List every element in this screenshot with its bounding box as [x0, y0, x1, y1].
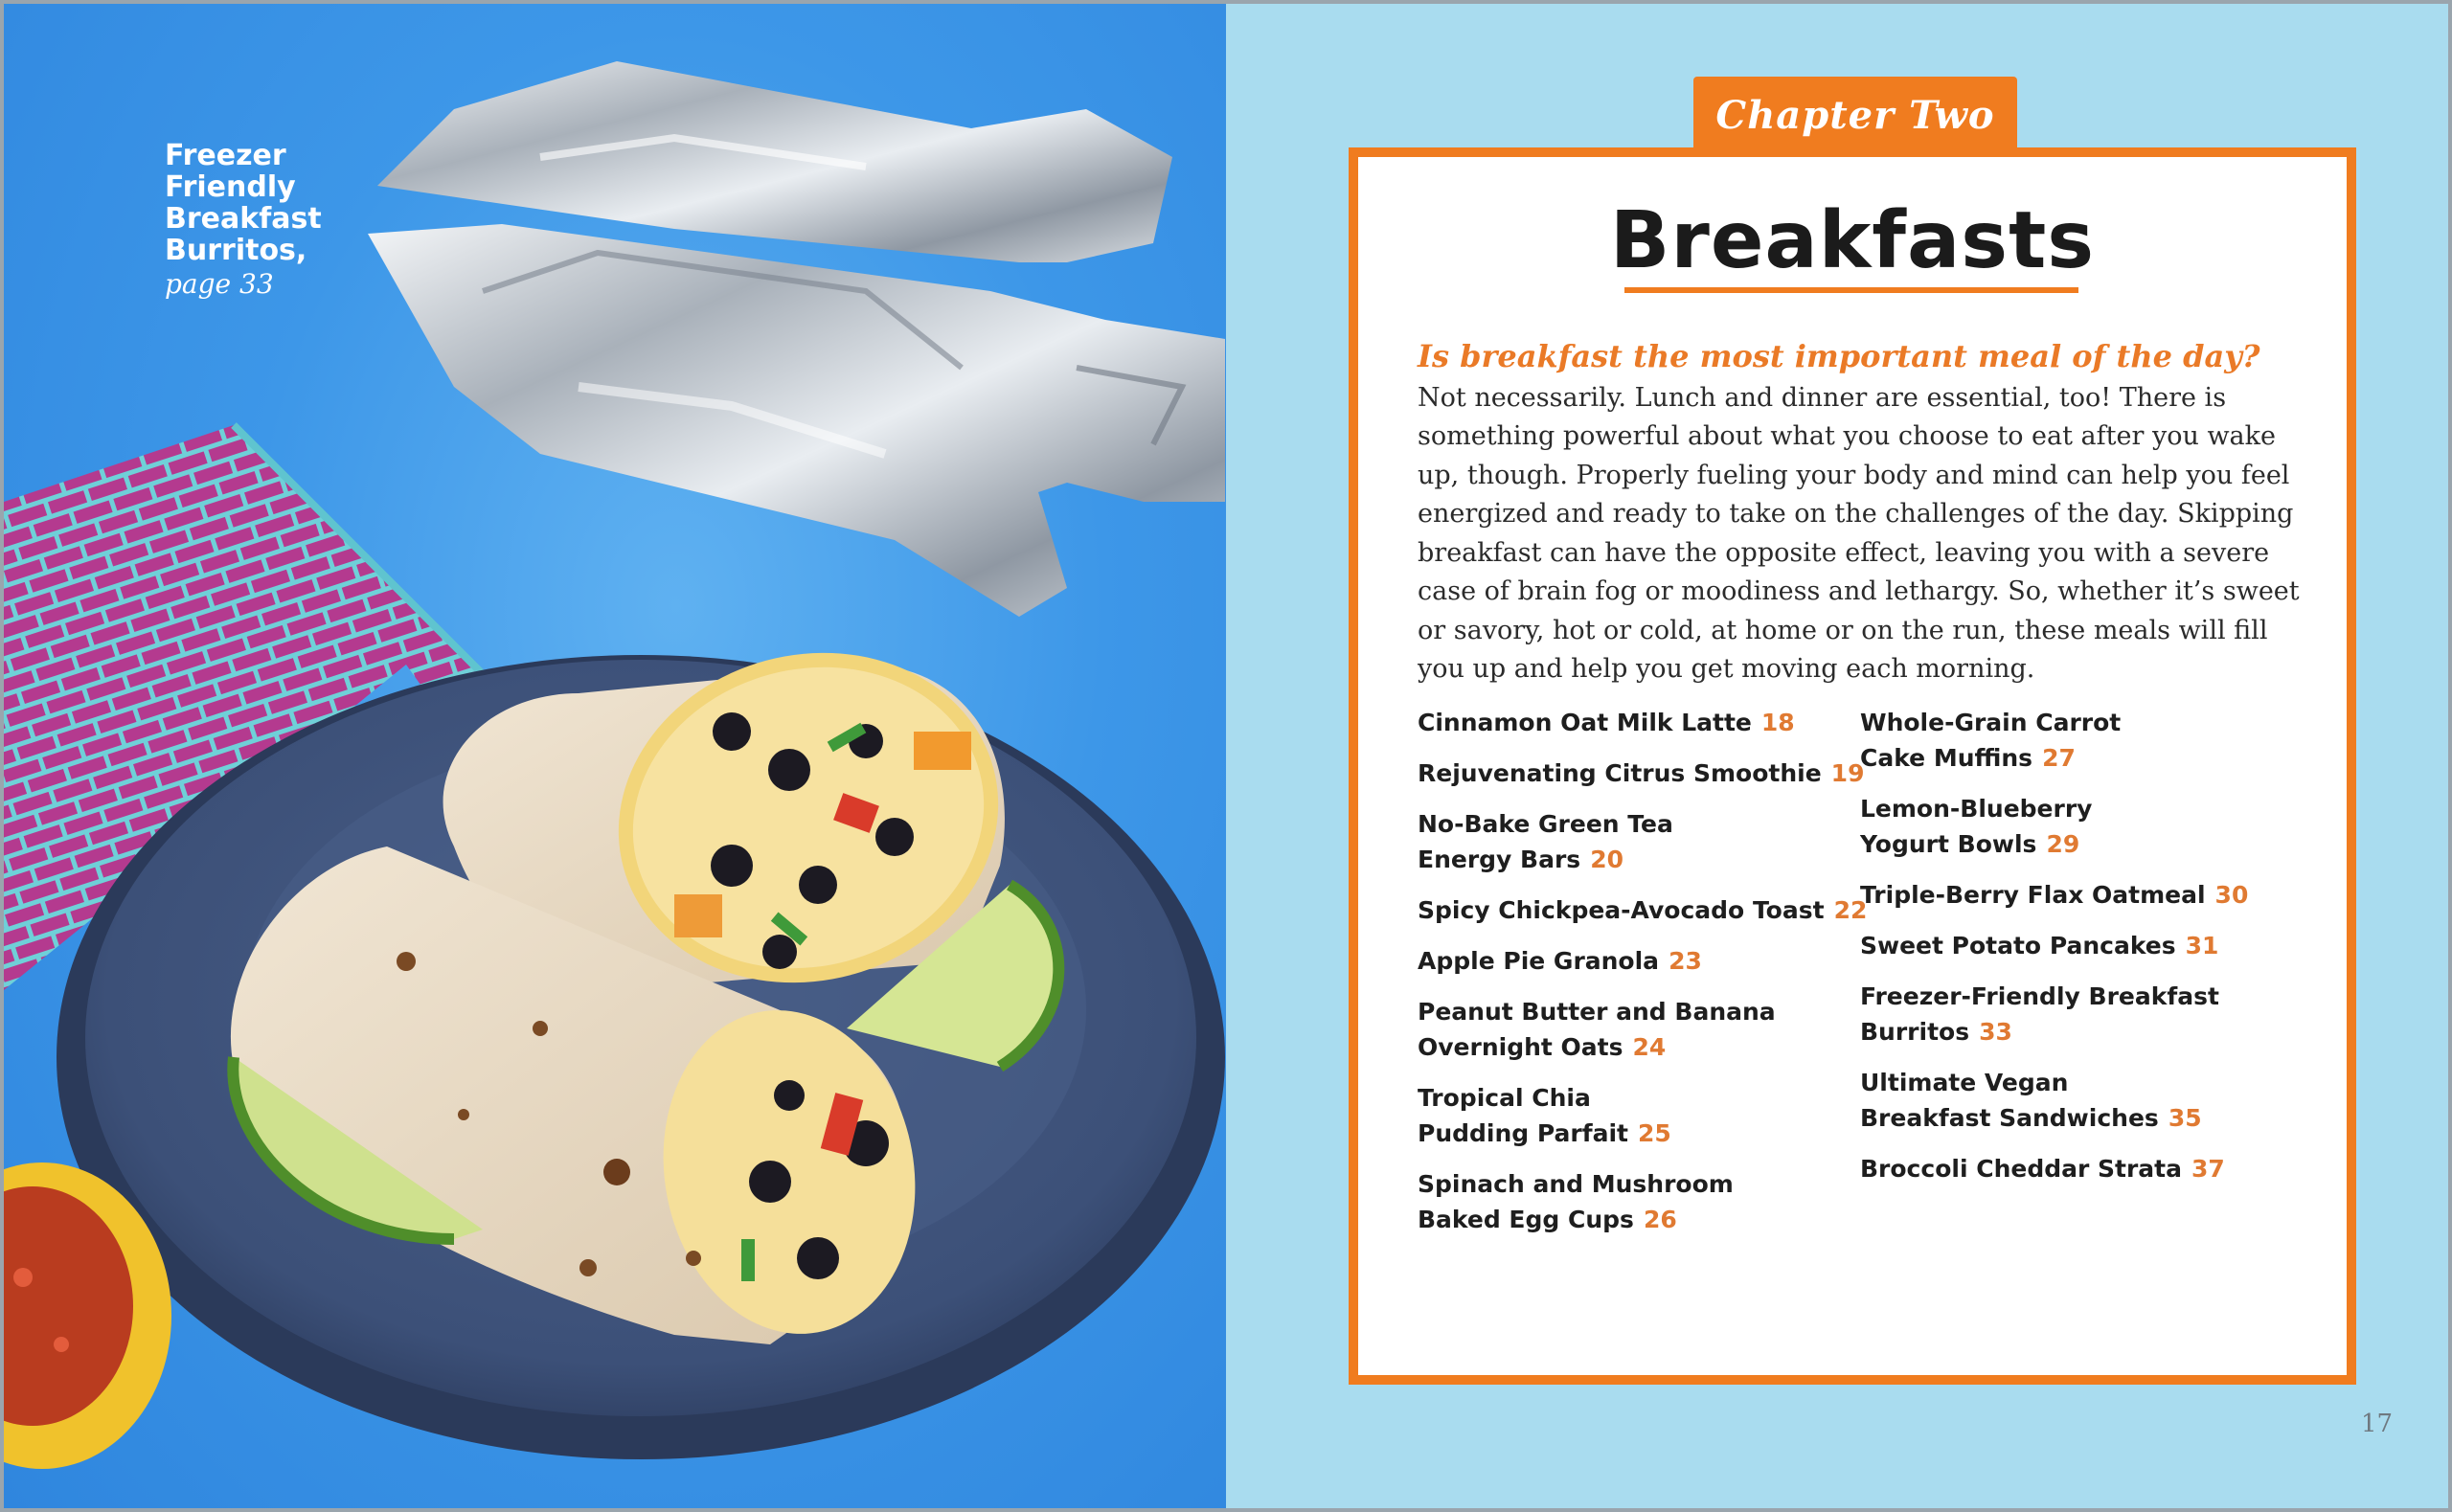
recipe-page-number: 19: [1830, 759, 1865, 787]
caption-line: Friendly: [165, 170, 296, 204]
page-number: 17: [2361, 1410, 2394, 1438]
photo-caption: [165, 140, 356, 300]
recipe-page-number: 20: [1590, 846, 1623, 873]
recipe-title-line: Broccoli Cheddar Strata 37: [1860, 1155, 2225, 1183]
recipe-page-number: 30: [2214, 881, 2249, 909]
recipe-entry[interactable]: [1418, 994, 1868, 1065]
recipe-page-number: 31: [2185, 932, 2219, 959]
caption-line: Burritos,: [165, 234, 307, 267]
recipe-title-line: Cake Muffins 27: [1860, 744, 2076, 772]
chapter-title: Breakfasts: [1609, 195, 2096, 286]
recipe-page-number: 37: [2191, 1155, 2225, 1183]
recipe-page-number: 24: [1632, 1033, 1667, 1061]
recipe-page-number: 25: [1638, 1119, 1671, 1147]
recipe-title-line: Yogurt Bowls 29: [1860, 830, 2080, 858]
recipe-entry[interactable]: [1860, 1065, 2282, 1136]
recipe-title-line: Cinnamon Oat Milk Latte 18: [1418, 709, 1795, 736]
recipe-title-line: Sweet Potato Pancakes 31: [1860, 932, 2219, 959]
recipe-page-number: 27: [2042, 744, 2076, 772]
caption-line: Breakfast: [165, 202, 322, 236]
foil-wrapped-burritos: [368, 61, 1225, 617]
recipe-entry[interactable]: [1860, 928, 2282, 963]
recipe-entry[interactable]: [1860, 791, 2282, 862]
recipe-title-line: Spinach and Mushroom: [1418, 1170, 1734, 1198]
chapter-intro: [1418, 337, 2308, 689]
recipe-title-line: Pudding Parfait 25: [1418, 1119, 1671, 1147]
recipe-page-number: 29: [2046, 830, 2080, 858]
recipe-list-right: [1860, 705, 2282, 1202]
recipe-title-line: Peanut Butter and Banana: [1418, 998, 1776, 1026]
recipe-title-line: No-Bake Green Tea: [1418, 810, 1673, 838]
title-underline: [1624, 287, 2078, 293]
recipe-title-line: Tropical Chia: [1418, 1084, 1591, 1112]
caption-page-ref: page 33: [165, 268, 274, 300]
caption-line: Freezer: [165, 139, 286, 172]
recipe-title-line: Rejuvenating Citrus Smoothie 19: [1418, 759, 1865, 787]
recipe-entry[interactable]: [1418, 1080, 1868, 1151]
recipe-title-line: Breakfast Sandwiches 35: [1860, 1104, 2202, 1132]
intro-body: Not necessarily. Lunch and dinner are essential, too! There is something powerful about what you choose to eat after you wake up, though. Properly fueling your body and mind can help you feel energized and ready to take on the challenges of the day. Skipping breakfast can have the opposite effect, leaving you with a severe case of brain fog or moodiness and lethargy. So, whether it’s sweet or savory, hot or cold, at home or on the run, these meals will fill you up and help you get moving each morning.: [1418, 382, 2300, 684]
recipe-title-line: Whole-Grain Carrot: [1860, 709, 2122, 736]
recipe-title-line: Apple Pie Granola 23: [1418, 947, 1702, 975]
recipe-entry[interactable]: [1860, 877, 2282, 913]
chapter-tab: Chapter Two: [1693, 77, 2017, 155]
recipe-title-line: Baked Egg Cups 26: [1418, 1206, 1677, 1233]
recipe-page-number: 18: [1760, 709, 1795, 736]
recipe-page-number: 23: [1669, 947, 1702, 975]
recipe-page-number: 26: [1643, 1206, 1677, 1233]
recipe-title-line: Ultimate Vegan: [1860, 1069, 2069, 1096]
text-page: [1226, 4, 2448, 1508]
recipe-entry[interactable]: [1418, 806, 1868, 877]
recipe-entry[interactable]: [1418, 892, 1868, 928]
recipe-title-line: Overnight Oats 24: [1418, 1033, 1667, 1061]
recipe-entry[interactable]: [1418, 705, 1868, 740]
recipe-entry[interactable]: [1418, 1166, 1868, 1237]
intro-lead: Is breakfast the most important meal of the day?: [1418, 338, 2260, 374]
recipe-entry[interactable]: [1860, 1151, 2282, 1186]
recipe-title-line: Triple-Berry Flax Oatmeal 30: [1860, 881, 2249, 909]
recipe-title-line: Energy Bars 20: [1418, 846, 1623, 873]
recipe-list-left: [1418, 705, 1868, 1252]
recipe-title-line: Freezer-Friendly Breakfast: [1860, 982, 2219, 1010]
recipe-page-number: 33: [1979, 1018, 2012, 1046]
recipe-title-line: Spicy Chickpea-Avocado Toast 22: [1418, 896, 1868, 924]
recipe-title-line: Lemon-Blueberry: [1860, 795, 2093, 823]
photo-page: [4, 4, 1226, 1508]
recipe-entry[interactable]: [1418, 756, 1868, 791]
recipe-page-number: 22: [1833, 896, 1868, 924]
recipe-entry[interactable]: [1418, 943, 1868, 979]
chapter-box: [1349, 147, 2356, 1385]
recipe-entry[interactable]: [1860, 979, 2282, 1049]
recipe-page-number: 35: [2168, 1104, 2202, 1132]
recipe-title-line: Burritos 33: [1860, 1018, 2012, 1046]
recipe-entry[interactable]: [1860, 705, 2282, 776]
